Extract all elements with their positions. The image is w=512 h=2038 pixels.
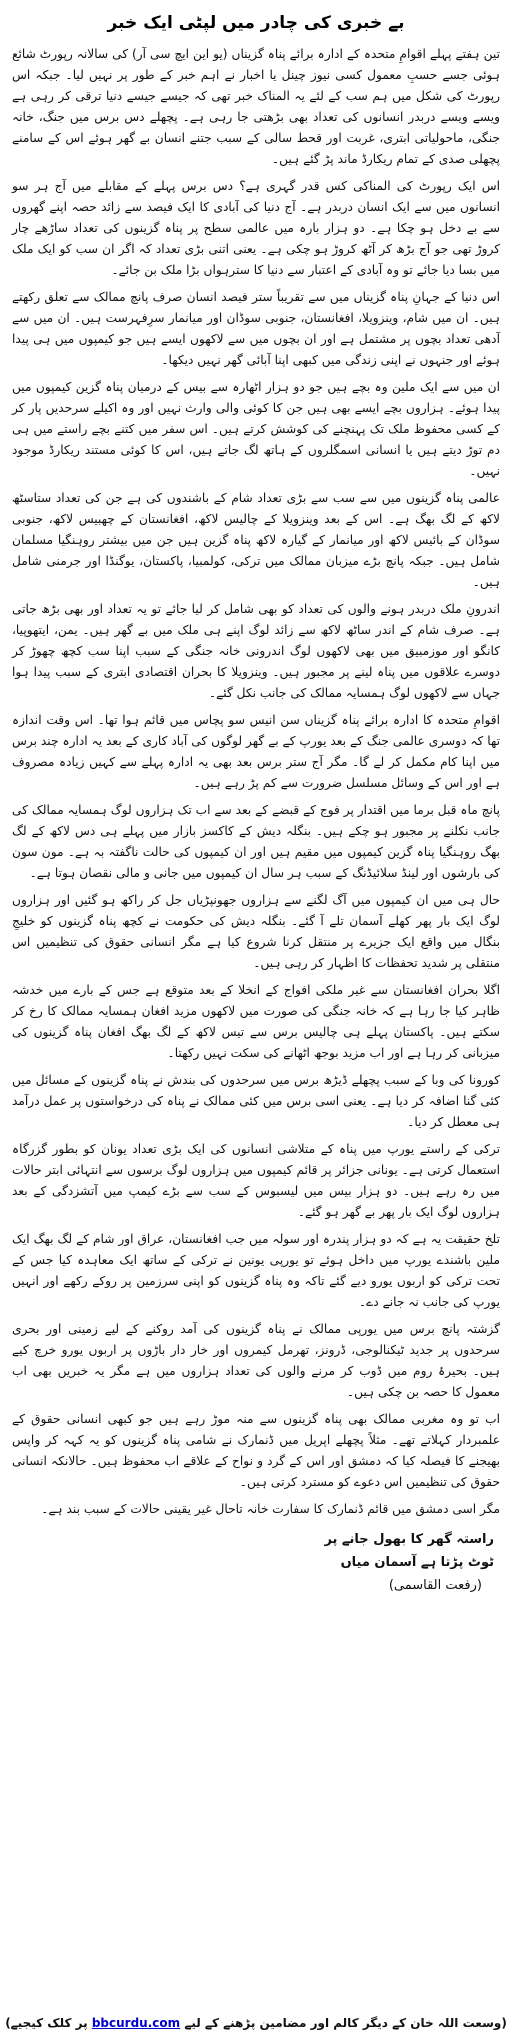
footer-note [0, 2016, 512, 2030]
article-title: بے خبری کی چادر میں لپٹی ایک خبر [107, 13, 405, 33]
poet-name: (رفعت القاسمی) [388, 1578, 482, 1593]
paragraph: ان میں سے ایک ملین وہ بچے ہیں جو دو ہزار اٹھارہ سے بیس کے درمیان پناہ گزین کیمپوں میں پیدا ہوئے۔ ہزاروں بچے ایسے بھی ہیں جن کا کوئی والی وارث نہیں اور وہ اکیلے سرحدیں پار کر کے کسی محفوظ ملک تک پہنچنے کی کوشش کرتے ہیں۔ اس سفر میں کتنے بچے راستے میں ہی دم توڑ دیتے ہیں یا انسانی اسمگلروں کے ہاتھ لگ جاتے ہیں، اس کا کوئی مستند ریکارڈ موجود نہیں۔ [12, 380, 500, 478]
paragraph: اندرونِ ملک دربدر ہونے والوں کی تعداد کو بھی شامل کر لیا جائے تو یہ تعداد اور بھی بڑھ جاتی ہے۔ صرف شام کے اندر ساٹھ لاکھ سے زائد لوگ اپنے ہی ملک میں بے گھر ہیں۔ یمن، ایتھوپیا، کانگو اور موزمبیق میں بھی لاکھوں لوگ اندرونی خانہ جنگی کے سبب اپنا سب کچھ چھوڑ کر دوسرے علاقوں میں پناہ لینے پر مجبور ہیں۔ وینزویلا کا بحران اقتصادی ابتری کے سبب پیدا ہوا جہاں سے لاکھوں لوگ ہمسایہ ممالک کی جانب نکل گئے۔ [12, 602, 500, 700]
poem-block [12, 1528, 500, 1598]
footer-suffix: پر کلک کیجیے) [5, 2016, 88, 2030]
paragraph: اس دنیا کے جہانِ پناہ گزیناں میں سے تقریباً ستر فیصد انسان صرف پانچ ممالک سے تعلق رکھتے ہیں۔ ان میں شام، وینزویلا، افغانستان، جنوبی سوڈان اور میانمار سرِفہرست ہیں۔ ان میں سے آدھی تعداد بچوں پر مشتمل ہے اور ان بچوں میں سے لاکھوں ایسے ہیں جو کیمپوں میں ہی پیدا ہوئے اور جنہوں نے اپنی زندگی میں کبھی اپنا آبائی گھر نہیں دیکھا۔ [12, 290, 500, 367]
poem-line: ٹوٹ پڑتا ہے آسمان میاں [340, 1555, 494, 1570]
paragraph: اب تو وہ مغربی ممالک بھی پناہ گزینوں سے منہ موڑ رہے ہیں جو کبھی انسانی حقوق کے علمبردار کہلاتے تھے۔ مثلاً پچھلے اپریل میں ڈنمارک نے شامی پناہ گزینوں کو یہ کہہ کر واپس بھیجنے کا فیصلہ کیا کہ دمشق اور اس کے گرد و نواح کے علاقے اب محفوظ ہیں۔ حالانکہ انسانی حقوق کی تنظیمیں اس دعوے کو مسترد کرتی ہیں۔ [12, 1412, 500, 1489]
bbcurdu-link[interactable]: bbcurdu.com [91, 2016, 181, 2030]
poem-line: راستہ گھر کا بھول جانے پر [324, 1532, 494, 1547]
paragraph: پانچ ماہ قبل برما میں اقتدار پر فوج کے قبضے کے بعد سے اب تک ہزاروں لوگ ہمسایہ ممالک کی جانب نکلنے پر مجبور ہو چکے ہیں۔ بنگلہ دیش کے کاکسز بازار میں پہلے ہی دس لاکھ کے لگ بھگ روہنگیا پناہ گزین کیمپوں میں مقیم ہیں اور ان کیمپوں کی حالت ناگفتہ بہ ہے۔ مون سون کی بارشوں اور لینڈ سلائیڈنگ کے سبب ہر سال ان کیمپوں میں جانی و مالی نقصان ہوتا ہے۔ [12, 803, 500, 880]
paragraph: گزشتہ پانچ برس میں یورپی ممالک نے پناہ گزینوں کی آمد روکنے کے لیے زمینی اور بحری سرحدوں پر جدید ٹیکنالوجی، ڈرونز، تھرمل کیمروں اور خار دار باڑوں پر اربوں یورو خرچ کیے ہیں۔ بحیرۂ روم میں ڈوب کر مرنے والوں کی تعداد ہزاروں میں ہے مگر یہ خبریں بھی اب معمول کا حصہ بن چکی ہیں۔ [12, 1322, 500, 1399]
article-body [12, 44, 500, 1598]
paragraph: عالمی پناہ گزینوں میں سے سب سے بڑی تعداد شام کے باشندوں کی ہے جن کی تعداد ستاسٹھ لاکھ کے لگ بھگ ہے۔ اس کے بعد وینزویلا کے چالیس لاکھ، افغانستان کے چھبیس لاکھ، جنوبی سوڈان کے بائیس لاکھ اور میانمار کے گیارہ لاکھ پناہ گزین ہیں جن میں بیشتر روہنگیا مسلمان شامل ہیں۔ جبکہ پانچ بڑے میزبان ممالک میں ترکی، کولمبیا، پاکستان، یوگنڈا اور جرمنی شامل ہیں۔ [12, 491, 500, 589]
paragraph: ترکی کے راستے یورپ میں پناہ کے متلاشی انسانوں کی ایک بڑی تعداد یونان کو بطور گزرگاہ استعمال کرتی ہے۔ یونانی جزائر پر قائم کیمپوں میں ہزاروں لوگ برسوں سے انتہائی ابتر حالات میں رہ رہے ہیں۔ دو ہزار بیس میں لیسبوس کے سب سے بڑے کیمپ میں آتشزدگی کے بعد ہزاروں لوگ ایک بار پھر بے گھر ہو گئے۔ [12, 1142, 500, 1219]
paragraph: حال ہی میں ان کیمپوں میں آگ لگنے سے ہزاروں جھونپڑیاں جل کر راکھ ہو گئیں اور ہزاروں لوگ ایک بار پھر کھلے آسمان تلے آ گئے۔ بنگلہ دیش کی حکومت نے کچھ پناہ گزینوں کو خلیجِ بنگال میں واقع ایک جزیرے پر منتقل کرنا شروع کیا ہے مگر انسانی حقوق کی تنظیمیں اس منتقلی پر شدید تحفظات کا اظہار کر رہی ہیں۔ [12, 893, 500, 970]
paragraph: اگلا بحران افغانستان سے غیر ملکی افواج کے انخلا کے بعد متوقع ہے جس کے بارے میں خدشہ ظاہر کیا جا رہا ہے کہ خانہ جنگی کی صورت میں لاکھوں مزید افغان ہمسایہ ممالک کا رخ کر سکتے ہیں۔ پاکستان پہلے ہی چالیس برس سے تیس لاکھ کے لگ بھگ افغان پناہ گزینوں کی میزبانی کر رہا ہے اور اب مزید بوجھ اٹھانے کی سکت نہیں رکھتا۔ [12, 983, 500, 1060]
paragraph: تلخ حقیقت یہ ہے کہ دو ہزار پندرہ اور سولہ میں جب افغانستان، عراق اور شام کے لگ بھگ ایک ملین باشندے یورپ میں داخل ہوئے تو یورپی یونین نے ترکی کے ساتھ ایک معاہدہ کیا جس کے تحت ترکی کو اربوں یورو دیے گئے تاکہ وہ پناہ گزینوں کو اپنی سرزمین پر روکے رکھے اور انہیں یورپ کی جانب نہ جانے دے۔ [12, 1232, 500, 1309]
paragraph: تین ہفتے پہلے اقوامِ متحدہ کے ادارہ برائے پناہ گزیناں (یو این ایچ سی آر) کی سالانہ رپورٹ شائع ہوئی جسے حسبِ معمول کسی نیوز چینل یا اخبار نے اہم خبر کے طور پر نہیں لیا۔ جبکہ اس رپورٹ کی شکل میں ہم سب کے لئے یہ المناک خبر تھی کہ جیسے جیسے دنیا ترقی کر رہی ہے ویسے ویسے دربدر انسانوں کی تعداد بھی بڑھتی جا رہی ہے۔ پچھلے دس برس میں جنگ، خانہ جنگی، ماحولیاتی ابتری، غربت اور قحط سالی کے سبب جتنے انسان بے گھر ہوئے اس کے سامنے پچھلی صدی کے تمام ریکارڈ ماند پڑ گئے ہیں۔ [12, 47, 500, 166]
footer-prefix: (وسعت اللہ خان کے دیگر کالم اور مضامین پڑھنے کے لیے [184, 2016, 507, 2030]
paragraph: اس ایک رپورٹ کی المناکی کس قدر گہری ہے؟ دس برس پہلے کے مقابلے میں آج ہر سو انسانوں میں سے ایک انسان دربدر ہے۔ آج دنیا کی آبادی کا ایک فیصد سے زائد حصہ اپنے گھروں سے بے دخل ہو چکا ہے۔ دو ہزار بارہ میں عالمی سطح پر پناہ گزینوں کی تعداد ساڑھے چار کروڑ تھی جو آج بڑھ کر آٹھ کروڑ ہو چکی ہے۔ یعنی اتنی بڑی تعداد کہ اگر ان سب کو ایک ملک میں بسا دیا جائے تو وہ آبادی کے اعتبار سے دنیا کا سترہواں بڑا ملک بن جائے۔ [12, 179, 500, 277]
paragraph: اقوامِ متحدہ کا ادارہ برائے پناہ گزیناں سن انیس سو پچاس میں قائم ہوا تھا۔ اس وقت اندازہ تھا کہ دوسری عالمی جنگ کے بعد یورپ کے بے گھر لوگوں کی آباد کاری کے بعد یہ ادارہ چند برس میں اپنا کام مکمل کر لے گا۔ مگر آج ستر برس بعد بھی یہ ادارہ پہلے سے کہیں زیادہ مصروف ہے اور اس کے وسائل مسلسل ضرورت سے کم پڑ رہے ہیں۔ [12, 713, 500, 790]
paragraph: کورونا کی وبا کے سبب پچھلے ڈیڑھ برس میں سرحدوں کی بندش نے پناہ گزینوں کے مسائل میں کئی گنا اضافہ کر دیا ہے۔ یعنی اسی برس میں کئی ممالک نے پناہ کی درخواستوں پر عمل درآمد ہی معطل کر دیا۔ [12, 1073, 500, 1129]
paragraph: مگر اسی دمشق میں قائم ڈنمارک کا سفارت خانہ تاحال غیر یقینی حالات کے سبب بند ہے۔ [41, 1502, 500, 1516]
